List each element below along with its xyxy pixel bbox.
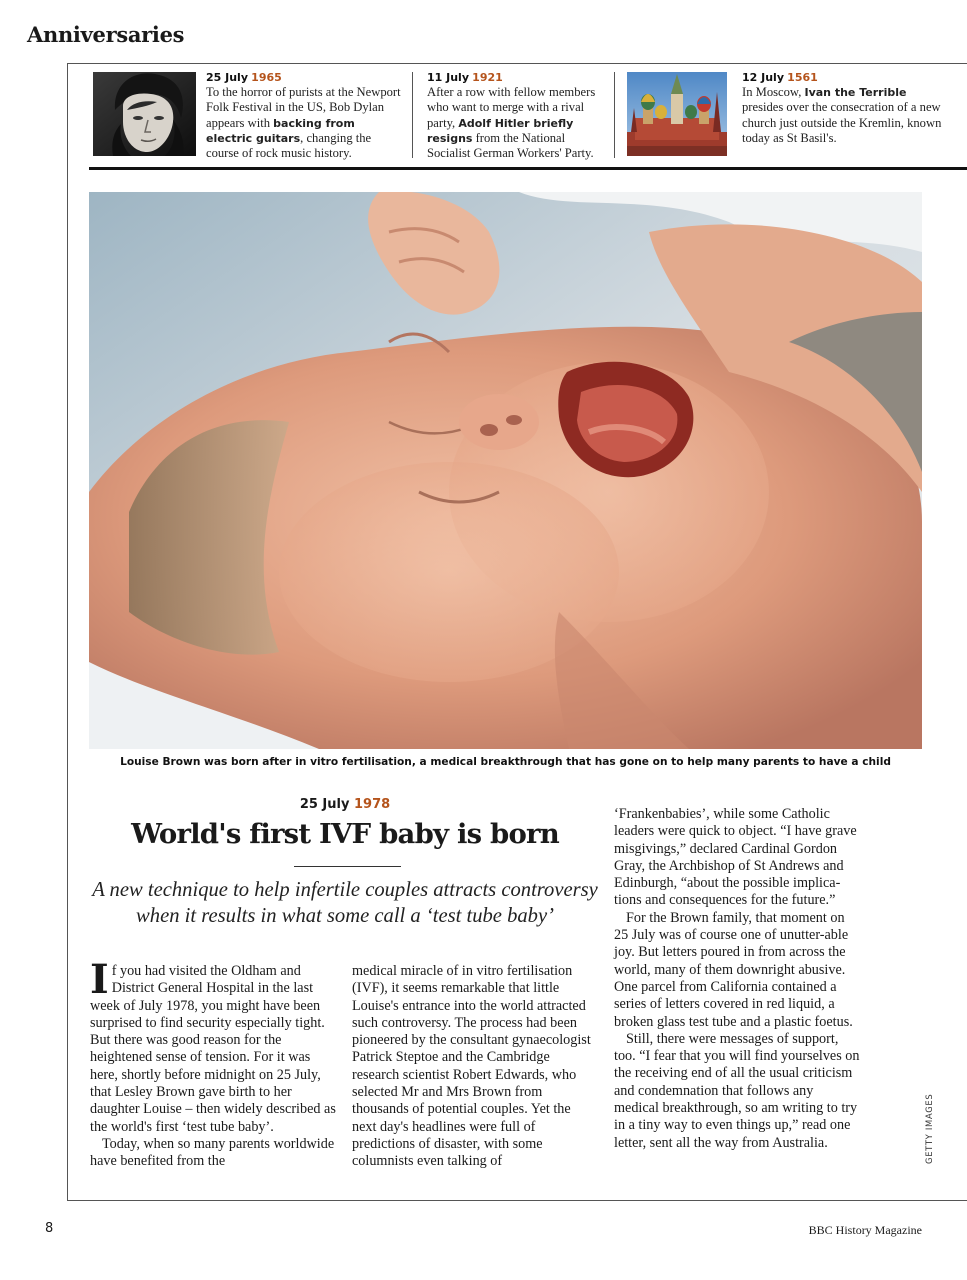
- body-paragraph: [90, 956, 336, 1136]
- body-column-2: [352, 963, 598, 1171]
- anniversary-1561-text: [742, 85, 942, 146]
- anniversary-divider-2: [614, 72, 615, 158]
- body-paragraph: Today, when so many parents worldwide have benefited from the: [90, 1135, 335, 1170]
- body-paragraph: medical miracle of in vitro fertilisation (IVF), it seems remarkable that little Louise's entrance into the world attracted such controversy. The process had been pioneered by the consultant gynaecologist Patrick Steptoe and the Cambridge research scientist Robert Edwards, who selected Mr and Mrs Brown from thousands of potential couples. Yet the next day's headlines were full of predictions of disaster, with some columnists even talking of: [352, 963, 591, 1170]
- anniversary-1965-text: [206, 85, 402, 161]
- newborn-baby-photo: [89, 192, 922, 749]
- anniversary-1561: [742, 70, 942, 146]
- anniversary-1965-year: 1965: [251, 71, 282, 84]
- anniversary-1965: [206, 70, 402, 161]
- section-title: Anniversaries: [27, 22, 185, 47]
- anniversary-1561-text-a: In Moscow,: [742, 85, 805, 100]
- frame-left-rule: [67, 63, 68, 1201]
- st-basils-photo: [627, 72, 727, 156]
- drop-cap: I: [90, 956, 109, 1003]
- body-paragraph: ‘Frankenbabies’, while some Catholic leaders were quick to object. “I have grave misgivings,” declared Cardinal Gordon Gray, the Archbishop of St Andrews and Edinburgh, “about the possible implica-tions and consequences for the future.”: [614, 806, 857, 909]
- photo-credit: [924, 1093, 944, 1165]
- body-column-3: [614, 806, 860, 1152]
- body-paragraph-text: f you had visited the Oldham and District General Hospital in the last week of July 1978, you might have been surprised to find security especially tight. But there was good reason for the heightened sense of tension. For it was here, shortly before midnight on 25 July, that Lesley Brown gave birth to her daughter Louise – then widely described as the world's first ‘test tube baby’.: [90, 963, 336, 1135]
- story-date-day: 25 July: [299, 797, 350, 812]
- anniversary-1561-year: 1561: [787, 71, 818, 84]
- photo-caption: Louise Brown was born after in vitro fertilisation, a medical breakthrough that has gone on to help many parents to have a child: [120, 756, 891, 768]
- story-date-year: 1978: [353, 797, 391, 812]
- anniversary-1965-text-b: , changing the course of rock music history.: [206, 130, 372, 161]
- anniversary-1921-text: [427, 85, 609, 161]
- anniversary-1921-date: 11 July: [427, 71, 470, 84]
- anniversary-1921-text-b: from the National Socialist German Workers' Party.: [427, 130, 594, 161]
- frame-top-rule: [67, 63, 967, 64]
- anniversary-1921-text-a: After a row with fellow members who want to merge with a rival party,: [427, 85, 596, 130]
- photo-credit-text: GETTY IMAGES: [924, 1093, 934, 1164]
- dylan-photo: [93, 72, 196, 156]
- anniversary-1561-text-bold: Ivan the Terrible: [804, 86, 907, 100]
- magazine-name: BBC History Magazine: [808, 1223, 922, 1237]
- anniversary-1965-text-a: To the horror of purists at the Newport Folk Festival in the US, Bob Dylan appears with: [206, 85, 401, 130]
- headline: World's first IVF baby is born: [131, 818, 559, 850]
- anniversary-1921: [427, 70, 609, 161]
- anniversary-1561-text-b: presides over the consecration of a new church just outside the Kremlin, known today as St Basil's.: [742, 100, 942, 145]
- anniversary-1965-date: 25 July: [206, 71, 249, 84]
- anniversary-divider-1: [412, 72, 413, 158]
- page-number: 8: [45, 1221, 54, 1236]
- anniversary-1965-text-bold: backing from electric guitars: [206, 116, 355, 145]
- story-date: [89, 797, 601, 812]
- anniversary-1921-year: 1921: [472, 71, 503, 84]
- body-paragraph: For the Brown family, that moment on 25 July was of course one of unutter-able joy. But letters poured in from across the world, many of them downright abusive. One parcel from California contained a series of letters covered in red liquid, a broken glass test tube and a plastic foetus.: [614, 909, 853, 1030]
- body-column-1: [90, 956, 336, 1171]
- anniversary-1561-date: 12 July: [742, 71, 785, 84]
- anniversary-1921-text-bold: Adolf Hitler briefly resigns: [427, 116, 574, 145]
- anniversaries-bottom-rule: [89, 167, 967, 170]
- headline-rule: [294, 866, 401, 867]
- frame-bottom-rule: [67, 1200, 967, 1201]
- standfirst: A new technique to help infertile couples attracts controversy when it results in what some call a ‘test tube baby’: [92, 879, 598, 927]
- body-paragraph: Still, there were messages of support, too. “I fear that you will find yourselves on the receiving end of all the usual criticism and condemnation that follows any medical breakthrough, so am writing to try in a tiny way to even things up,” read one letter, sent all the way from Australia.: [614, 1030, 860, 1151]
